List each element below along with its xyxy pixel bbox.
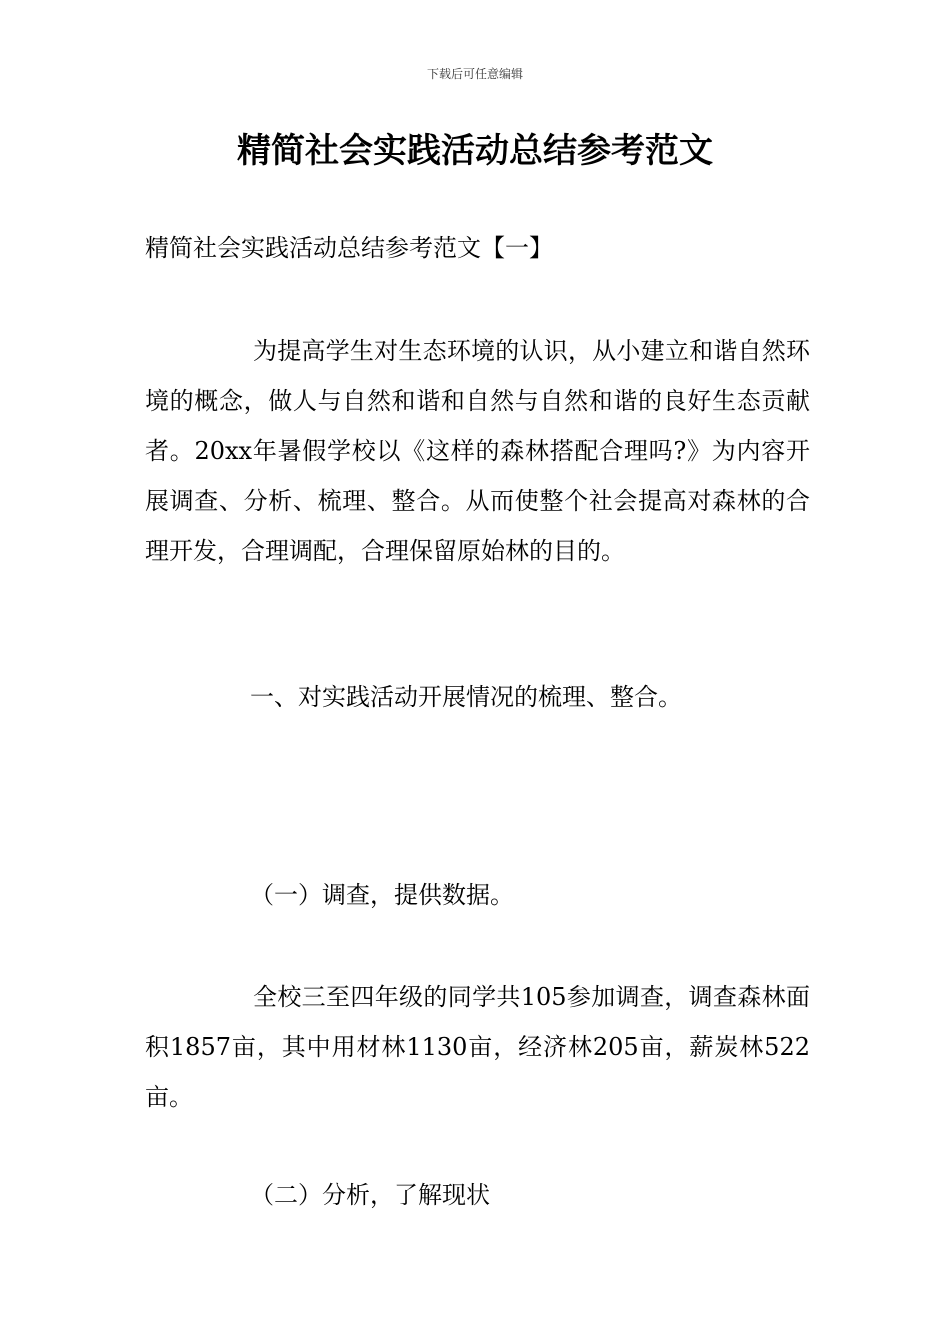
intro-paragraph: 为提高学生对生态环境的认识，从小建立和谐自然环境的概念，做人与自然和谐和自然与自然和谐的良好生态贡献者。20xx年暑假学校以《这样的森林搭配合理吗?》为内容开展调查、分析、梳理、整合。从而使整个社会提高对森林的合理开发，合理调配，合理保留原始林的目的。 <box>145 337 810 565</box>
survey-paragraph: 全校三至四年级的同学共105参加调查，调查森林面积1857亩，其中用材林1130亩，经济林205亩，薪炭林522亩。 <box>145 983 810 1111</box>
download-note: 下载后可任意编辑 <box>426 67 523 81</box>
document-title: 精简社会实践活动总结参考范文 <box>237 131 713 171</box>
subheading-survey: （一）调查，提供数据。 <box>250 881 514 909</box>
heading-one: 一、对实践活动开展情况的梳理、整合。 <box>250 683 682 711</box>
section-heading: 精简社会实践活动总结参考范文【一】 <box>145 234 553 262</box>
subheading-analysis: （二）分析，了解现状 <box>250 1181 490 1209</box>
